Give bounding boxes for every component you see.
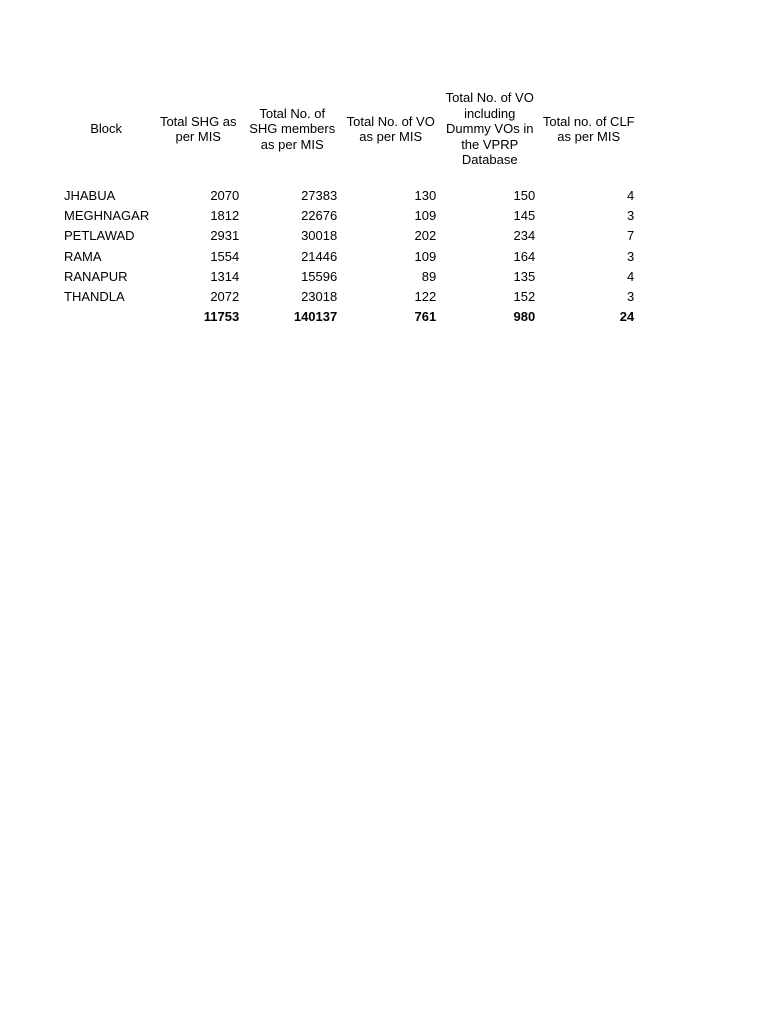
cell-vo-dummy: 145	[513, 208, 536, 224]
cell-total-members: 140137	[293, 309, 338, 325]
cell-vo: 89	[421, 268, 437, 284]
cell-total-vo-dummy: 980	[513, 309, 536, 325]
spreadsheet-page	[59, 84, 638, 327]
cell-total-shg: 11753	[203, 309, 240, 325]
table-row	[59, 186, 638, 206]
cell-total-block	[59, 307, 153, 327]
cell-clf: 4	[627, 268, 635, 284]
cell-members: 22676	[301, 208, 338, 224]
cell-clf: 3	[627, 208, 635, 224]
cell-vo-dummy: 152	[513, 289, 536, 305]
cell-members: 21446	[301, 248, 338, 264]
cell-vo-dummy: 234	[513, 228, 536, 244]
cell-block: RAMA	[64, 248, 102, 264]
cell-vo: 202	[414, 228, 437, 244]
cell-block: JHABUA	[64, 188, 116, 204]
cell-block: RANAPUR	[64, 268, 128, 284]
table-row	[59, 267, 638, 287]
cell-vo: 109	[414, 248, 437, 264]
spacer-row	[59, 174, 638, 186]
cell-shg: 2070	[210, 188, 240, 204]
cell-clf: 3	[627, 289, 635, 305]
cell-vo: 109	[414, 208, 437, 224]
cell-members: 30018	[301, 228, 338, 244]
cell-vo: 130	[414, 188, 437, 204]
cell-block: MEGHNAGAR	[64, 208, 150, 224]
cell-clf: 3	[627, 248, 635, 264]
cell-total-vo: 761	[414, 309, 437, 325]
cell-total-clf: 24	[619, 309, 635, 325]
cell-block: PETLAWAD	[64, 228, 135, 244]
table-row	[59, 287, 638, 307]
header-total-shg: Total SHG as per MIS	[159, 113, 237, 144]
header-vo-including-dummy: Total No. of VO including Dummy VOs in the VPRP Database	[445, 90, 534, 168]
header-total-clf: Total no. of CLF as per MIS	[542, 113, 635, 144]
cell-shg: 1812	[210, 208, 240, 224]
cell-block: THANDLA	[64, 289, 125, 305]
table-row	[59, 206, 638, 226]
header-block: Block	[90, 121, 123, 137]
table-row	[59, 226, 638, 246]
table-row	[59, 247, 638, 267]
cell-vo-dummy: 135	[513, 268, 536, 284]
totals-row	[59, 307, 638, 327]
header-row	[59, 84, 638, 174]
cell-members: 15596	[301, 268, 338, 284]
header-shg-members: Total No. of SHG members as per MIS	[249, 105, 336, 152]
cell-clf: 7	[627, 228, 635, 244]
cell-members: 27383	[301, 188, 338, 204]
cell-members: 23018	[301, 289, 338, 305]
cell-shg: 2931	[210, 228, 240, 244]
cell-vo: 122	[414, 289, 437, 305]
header-total-vo: Total No. of VO as per MIS	[346, 113, 435, 144]
cell-vo-dummy: 150	[513, 188, 536, 204]
shg-summary-table	[59, 84, 638, 327]
cell-vo-dummy: 164	[513, 248, 536, 264]
cell-shg: 1314	[210, 268, 240, 284]
cell-shg: 2072	[210, 289, 240, 305]
cell-shg: 1554	[210, 248, 240, 264]
cell-clf: 4	[627, 188, 635, 204]
